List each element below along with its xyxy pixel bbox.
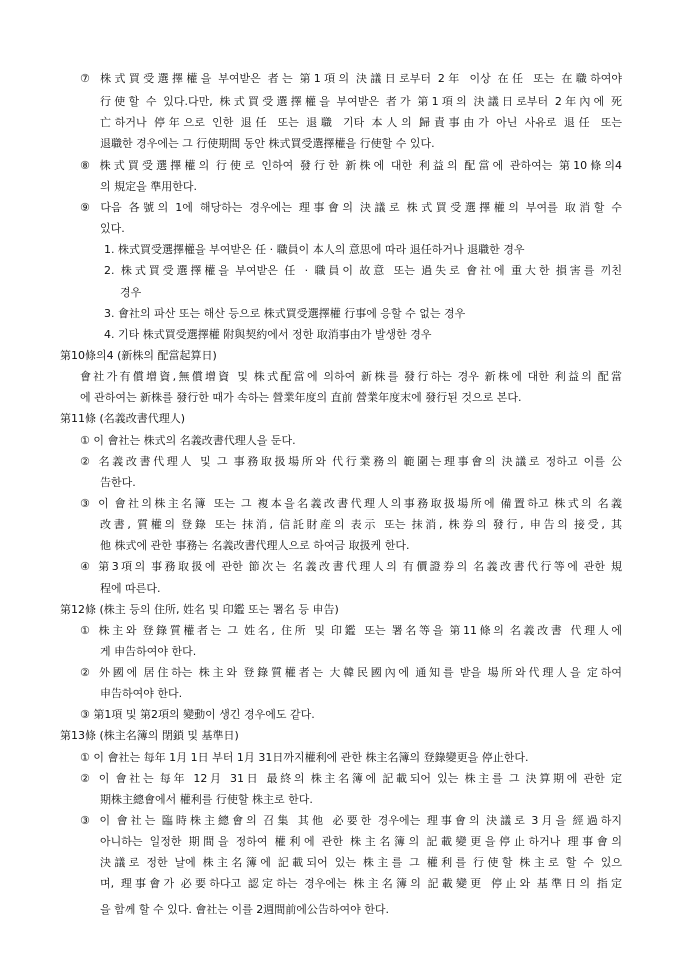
clause-line: 게 申告하여야 한다. [100,645,197,658]
clause-line: ② 名義改書代理人 및 그 事務取扱場所와 代行業務의 範圍는理事會의 決議로 정하고 이를 公 [80,455,622,468]
clause-line: ③ 이 會社의株主名簿 또는 그 複本을名義改書代理人의事務取扱場所에 備置하고 株式의 名義 [80,497,622,510]
clause-line: ③ 第1項 및 第2項의 變動이 생긴 경우에도 같다. [80,708,315,721]
clause-line: 의 規定을 準用한다. [100,180,197,193]
clause-line: ① 이 會社는 每年 1月 1日 부터 1月 31日까지權利에 관한 株主名簿의 登錄變更을 停止한다. [80,751,529,764]
list-item-line: 경우 [120,286,142,299]
clause-line: 있다. [100,222,125,235]
clause-line: ⑧ 株式買受選擇權의 行使로 인하여 發行한 新株에 대한 利益의 配當에 관하여는 第10條의4 [80,159,622,172]
article-heading: 第12條 (株主 등의 住所, 姓名 및 印鑑 또는 署名 등 申告) [60,603,339,616]
list-item-line: 3. 會社의 파산 또는 해산 등으로 株式買受選擇權 行事에 응할 수 없는 경우 [104,307,466,320]
clause-line: 아니하는 일정한 期間을 정하여 權利에 관한 株主名簿의 記載變更을停止하거나 理事會의 [100,835,622,848]
clause-line: 며, 理事會가 必要하다고 認定하는 경우에는 株主名簿의 記載變更 停止와 基準日의 指定 [100,877,622,890]
paragraph-line: 會社가有償增資,無償增資 및 株式配當에 의하여 新株를 發行하는 경우 新株에 대한 利益의 配當 [80,370,622,383]
list-item-line: 4. 기타 株式買受選擇權 附與契約에서 정한 取消事由가 발생한 경우 [104,328,432,341]
clause-line: 他 株式에 관한 事務는 名義改書代理人으로 하여금 取扱케 한다. [100,539,410,552]
clause-line: 을 함께 할 수 있다. 會社는 이를 2週間前에公告하여야 한다. [100,902,389,916]
clause-line: 決議로 정한 날에 株主名簿에 記載되어 있는 株主를 그 權利를 行使할 株主로 할 수 있으 [100,856,622,869]
clause-line: 退職한 경우에는 그 行使期間 동안 株式買受選擇權을 行使할 수 있다. [100,137,435,150]
clause-line: ② 이 會社는 每年 12月 31日 最終의 株主名簿에 記載되어 있는 株主를 그 決算期에 관한 定 [80,772,622,785]
clause-line: 程에 따른다. [100,582,161,595]
clause-line: 告한다. [100,476,136,489]
paragraph-line: 에 관하여는 新株를 發行한 때가 속하는 營業年度의 直前 營業年度末에 發行된 것으로 본다. [80,391,522,404]
list-item-line: 2. 株式買受選擇權을 부여받은 任 · 職員이 故意 또는 過失로 會社에 重大한 損害를 끼친 [104,264,622,277]
clause-line: ⑨ 다음 各號의 1에 해당하는 경우에는 理事會의 決議로 株式買受選擇權의 부여를 取消할 수 [80,201,622,214]
clause-line: 改書, 質權의 登錄 또는 抹消, 信託財産의 表示 또는 抹消, 株券의 發行, 申告의 接受, 其 [100,518,622,531]
clause-line: ② 外國에 居住하는 株主와 登錄質權者는 大韓民國內에 通知를 받을 場所와代理人을 定하여 [80,666,622,679]
article-heading: 第13條 (株主名簿의 閉鎖 및 基準日) [60,729,239,742]
article-heading: 第11條 (名義改書代理人) [60,412,186,425]
clause-line: ④ 第3項의 事務取扱에 관한 節次는 名義改書代理人의 有價證券의 名義改書代行等에 관한 規 [80,560,622,573]
article-heading: 第10條의4 (新株의 配當起算日) [60,349,217,362]
clause-line: ① 이 會社는 株式의 名義改書代理人을 둔다. [80,434,296,447]
clause-line: 亡하거나 停年으로 인한 退任 또는 退職 기타 本人의 歸責事由가 아닌 사유로 退任 또는 [100,116,622,129]
clause-line: 期株主總會에서 權利를 行使할 株主로 한다. [100,793,313,806]
clause-line: 行使할 수 있다.다만, 株式買受選擇權을 부여받은 者가 第1項의 決議日로부터 2年內에 死 [100,95,622,108]
clause-line: 申告하여야 한다. [100,687,183,700]
clause-line: ① 株主와 登錄質權者는 그 姓名, 住所 및 印鑑 또는 署名等을 第11條의 名義改書 代理人에 [80,624,622,637]
clause-line: ③ 이 會社는 臨時株主總會의 召集 其他 必要한 경우에는 理事會의 決議로 3月을 經過하지 [80,814,622,827]
clause-line: ⑦ 株式買受選擇權을 부여받은 者는 第1項의 決議日로부터 2年 이상 在任 또는 在職하여야 [80,72,622,85]
list-item-line: 1. 株式買受選擇權을 부여받은 任 · 職員이 本人의 意思에 따라 退任하거나 退職한 경우 [104,243,525,256]
